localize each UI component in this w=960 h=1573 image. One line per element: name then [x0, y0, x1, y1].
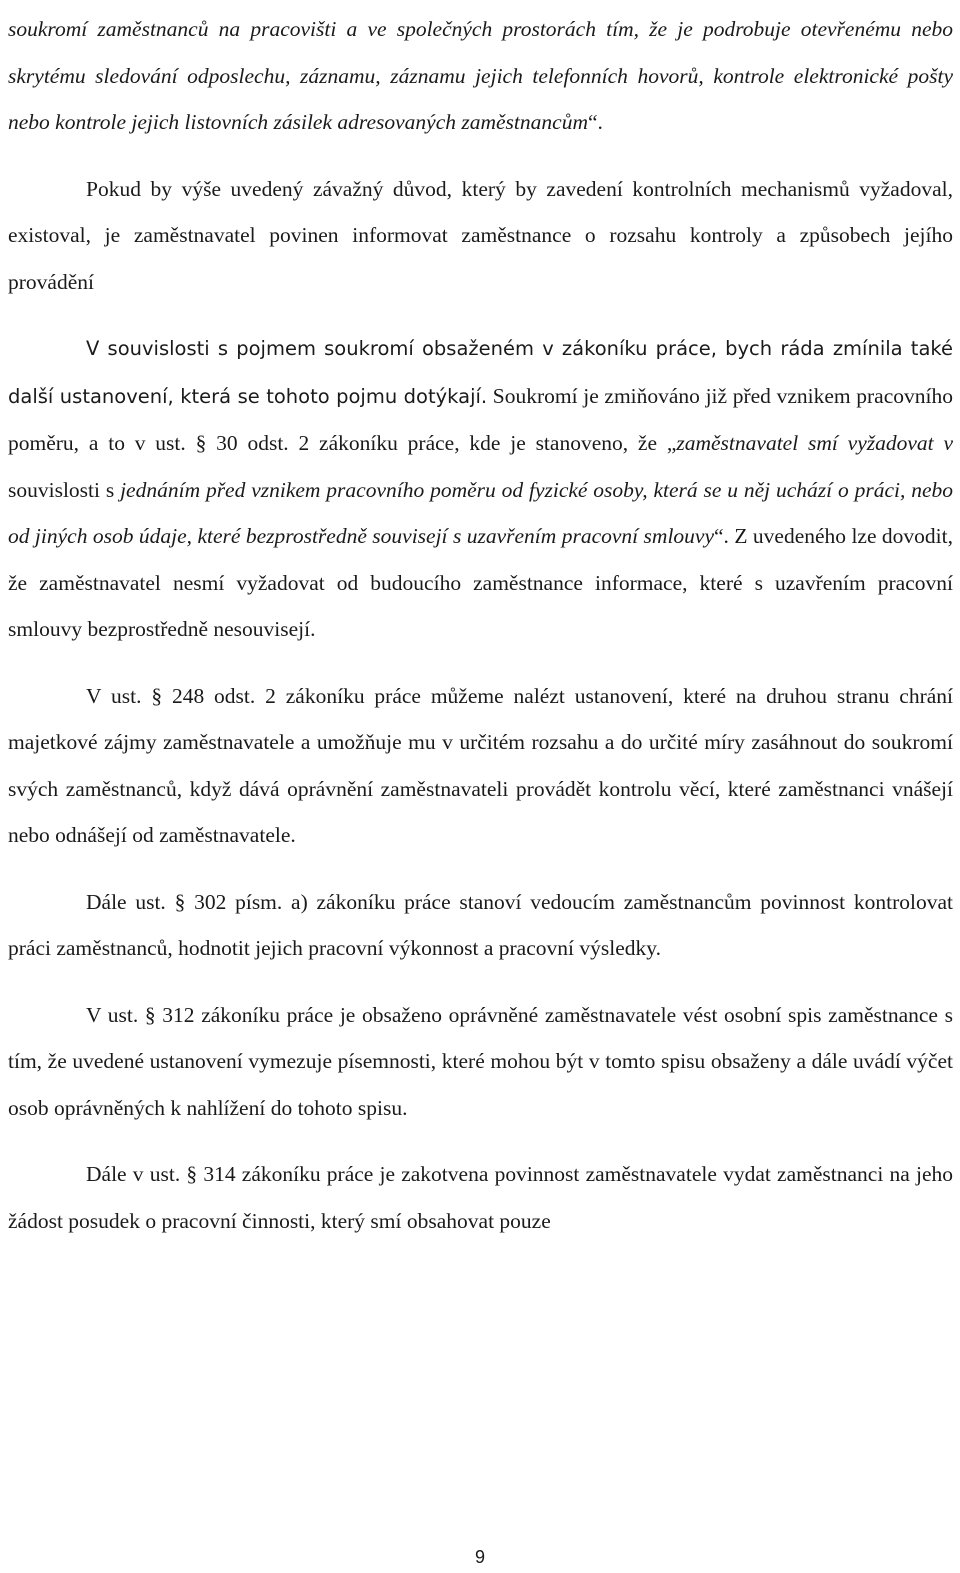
quote-text-italic: jednáním před vznikem pracovního poměru od fyzické osoby, která se u něj uchází o práci, nebo od jiných osob údaje, které bezprostředně souvisejí s uzavřením pracovní smlouvy: [8, 477, 953, 548]
paragraph-6: [8, 992, 953, 1132]
quote-text-italic: soukromí zaměstnanců na pracovišti a ve společných prostorách tím, že je podrobuje otevřenému nebo skrytému sledování odposlechu, záznamu, záznamu jejich telefonních hovorů, kontrole elektronické pošty nebo kontrole jejich listovních zásilek adresovaných zaměstnancům: [8, 17, 953, 134]
paragraph-2: [8, 166, 953, 306]
quote-end: “.: [587, 110, 603, 134]
paragraph-text: V ust. § 248 odst. 2 zákoníku práce můžeme nalézt ustanovení, které na druhou stranu chrání majetkové zájmy zaměstnavatele a umožňuje mu v určitém rozsahu a do určité míry zasáhnout do soukromí svých zaměstnanců, když dává oprávnění zaměstnavateli provádět kontrolu věcí, které zaměstnanci vnášejí nebo odnášejí od zaměstnavatele.: [8, 683, 953, 847]
paragraph-1: [8, 6, 953, 146]
paragraph-text: Dále ust. § 302 písm. a) zákoníku práce stanoví vedoucím zaměstnancům povinnost kontrolovat práci zaměstnanců, hodnotit jejich pracovní výkonnost a pracovní výsledky.: [8, 889, 953, 960]
paragraph-text: Soukromí je zmiňováno již před vznikem pracovního poměru, a to v ust. § 30 odst. 2 zákoníku práce, kde je stanoveno, že „: [8, 383, 953, 455]
quote-text-italic: zaměstnavatel smí vyžadovat v: [676, 431, 953, 455]
document-page: [8, 0, 953, 1244]
paragraph-text-sans: V souvislosti s pojmem soukromí obsaženém v zákoníku práce, bych ráda zmínila také další ustanovení, která se tohoto pojmu dotýkají.: [8, 337, 953, 408]
paragraph-7: [8, 1151, 953, 1244]
paragraph-5: [8, 879, 953, 972]
paragraph-text: Pokud by výše uvedený závažný důvod, který by zavedení kontrolních mechanismů vyžadoval, existoval, je zaměstnavatel povinen informovat zaměstnance o rozsahu kontroly a způsobech jejího provádění: [8, 176, 953, 294]
paragraph-text: Dále v ust. § 314 zákoníku práce je zakotvena povinnost zaměstnavatele vydat zaměstnanci na jeho žádost posudek o pracovní činnosti, který smí obsahovat pouze: [8, 1162, 953, 1233]
paragraph-text: “. Z uvedeného lze dovodit, že zaměstnavatel nesmí vyžadovat od budoucího zaměstnance informace, které s uzavřením pracovní smlouvy bezprostředně nesouvisejí.: [8, 524, 953, 641]
page-number: 9: [474, 1547, 485, 1567]
paragraph-3: [8, 325, 953, 653]
paragraph-text: V ust. § 312 zákoníku práce je obsaženo oprávněné zaměstnavatele vést osobní spis zaměstnance s tím, že uvedené ustanovení vymezuje písemnosti, které mohou být v tomto spisu obsaženy a dále uvádí výčet osob oprávněných k nahlížení do tohoto spisu.: [8, 1002, 953, 1120]
paragraph-text: souvislosti s: [8, 477, 121, 502]
paragraph-4: [8, 673, 953, 859]
